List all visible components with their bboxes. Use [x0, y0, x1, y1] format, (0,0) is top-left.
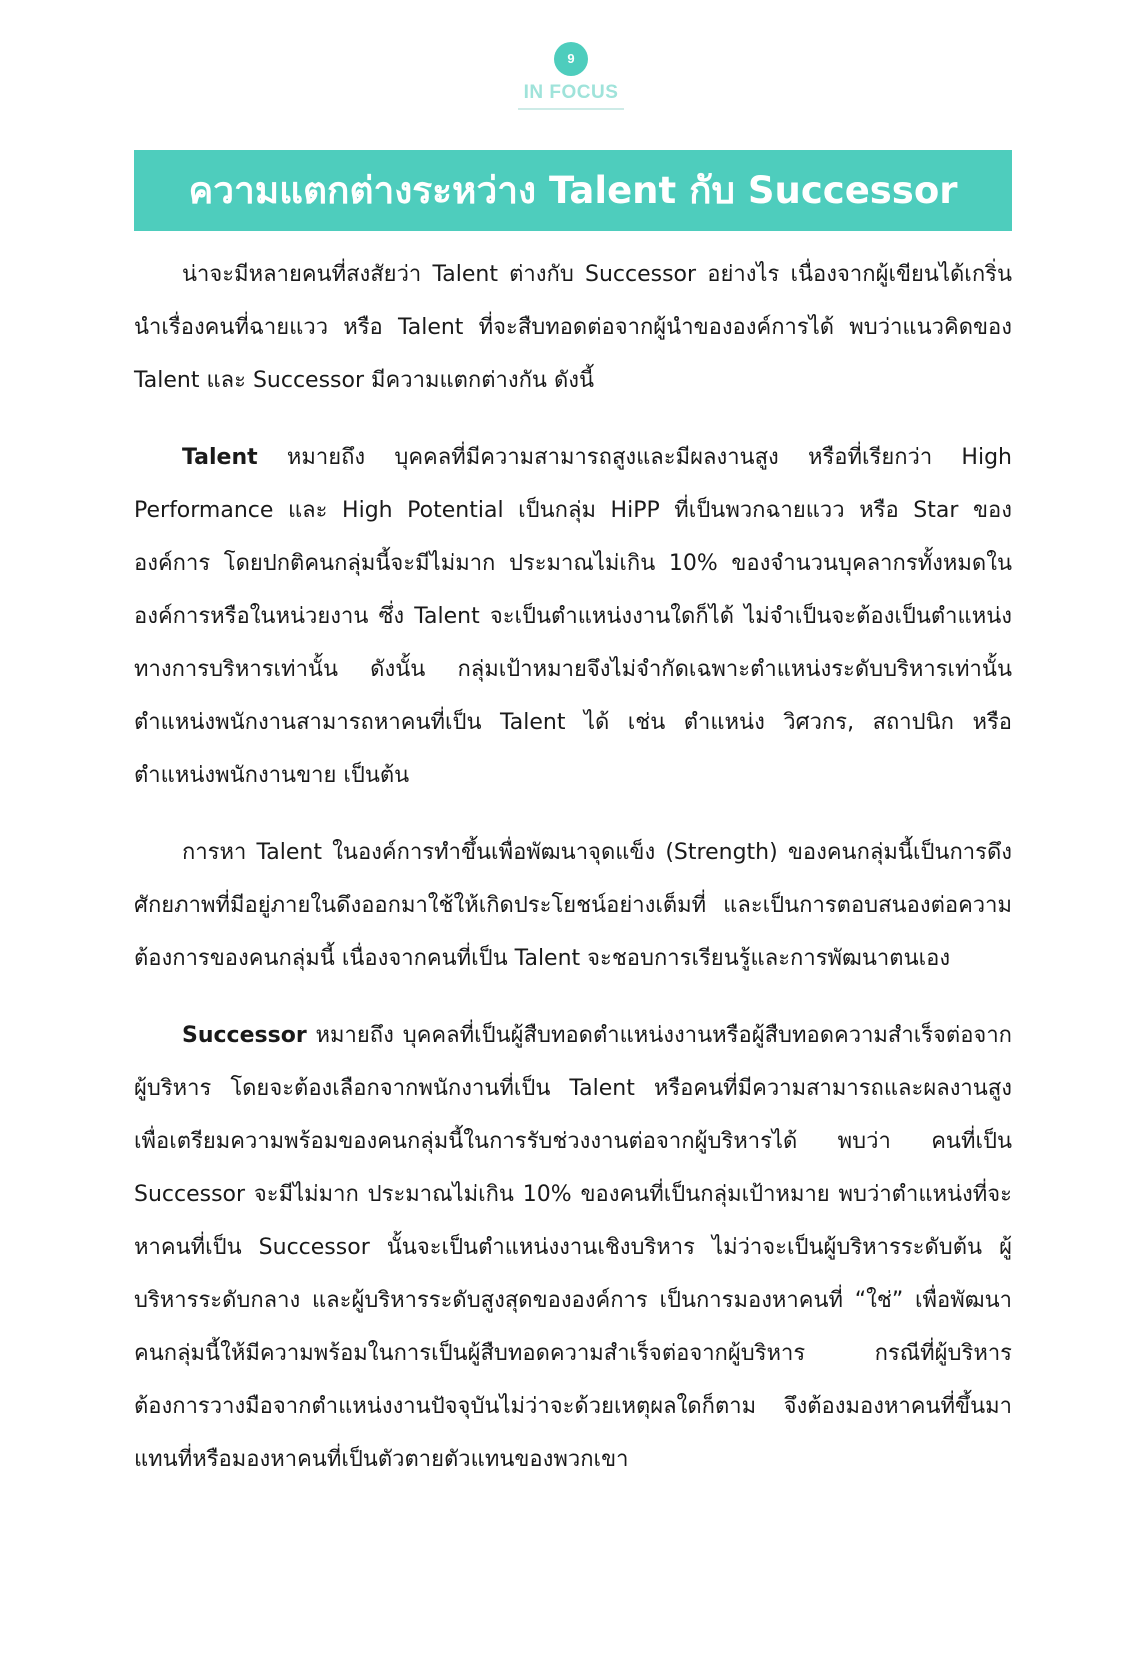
paragraph-text: การหา Talent ในองค์การทำขึ้นเพื่อพัฒนาจุดแข็ง (Strength) ของคนกลุ่มนี้เป็นการดึงศักยภาพที่มีอยู่ภายในดึงออกมาใช้ให้เกิดประโยชน์อย่างเต็มที่ และเป็นการตอบสนองต่อความต้องการของคนกลุ่มนี้ เนื่องจากคนที่เป็น Talent จะชอบการเรียนรู้และการพัฒนาตนเอง: [134, 840, 1012, 971]
article-body: [134, 248, 1012, 1510]
paragraph-text: น่าจะมีหลายคนที่สงสัยว่า Talent ต่างกับ Successor อย่างไร เนื่องจากผู้เขียนได้เกริ่นนำเรื่องคนที่ฉายแวว หรือ Talent ที่จะสืบทอดต่อจากผู้นำขององค์การได้ พบว่าแนวคิดของ Talent และ Successor มีความแตกต่างกัน ดังนี้: [134, 262, 1012, 393]
paragraph-successor-definition: [134, 1009, 1012, 1486]
paragraph-lead: Talent: [182, 445, 258, 470]
page-header: [0, 42, 1142, 110]
page-number-badge: 9: [554, 42, 588, 76]
paragraph-talent-purpose: [134, 826, 1012, 985]
paragraph-lead: Successor: [182, 1023, 307, 1048]
paragraph-text: หมายถึง บุคคลที่เป็นผู้สืบทอดตำแหน่งงานหรือผู้สืบทอดความสำเร็จต่อจากผู้บริหาร โดยจะต้องเลือกจากพนักงานที่เป็น Talent หรือคนที่มีความสามารถและผลงานสูง เพื่อเตรียมความพร้อมของคนกลุ่มนี้ในการรับช่วงงานต่อจากผู้บริหารได้ พบว่า คนที่เป็น Successor จะมีไม่มาก ประมาณไม่เกิน 10% ของคนที่เป็นกลุ่มเป้าหมาย พบว่าตำแหน่งที่จะหาคนที่เป็น Successor นั้นจะเป็นตำแหน่งงานเชิงบริหาร ไม่ว่าจะเป็นผู้บริหารระดับต้น ผู้บริหารระดับกลาง และผู้บริหารระดับสูงสุดขององค์การ เป็นการมองหาคนที่ “ใช่” เพื่อพัฒนาคนกลุ่มนี้ให้มีความพร้อมในการเป็นผู้สืบทอดความสำเร็จต่อจากผู้บริหาร กรณีที่ผู้บริหารต้องการวางมือจากตำแหน่งงานปัจจุบันไม่ว่าจะด้วยเหตุผลใดก็ตาม จึงต้องมองหาคนที่ขึ้นมาแทนที่หรือมองหาคนที่เป็นตัวตายตัวแทนของพวกเขา: [134, 1023, 1012, 1472]
paragraph-intro: [134, 248, 1012, 407]
paragraph-talent-definition: [134, 431, 1012, 802]
section-label: IN FOCUS: [518, 82, 625, 110]
paragraph-text: หมายถึง บุคคลที่มีความสามารถสูงและมีผลงานสูง หรือที่เรียกว่า High Performance และ High Potential เป็นกลุ่ม HiPP ที่เป็นพวกฉายแวว หรือ Star ขององค์การ โดยปกติคนกลุ่มนี้จะมีไม่มาก ประมาณไม่เกิน 10% ของจำนวนบุคลากรทั้งหมดในองค์การหรือในหน่วยงาน ซึ่ง Talent จะเป็นตำแหน่งงานใดก็ได้ ไม่จำเป็นจะต้องเป็นตำแหน่งทางการบริหารเท่านั้น ดังนั้น กลุ่มเป้าหมายจึงไม่จำกัดเฉพาะตำแหน่งระดับบริหารเท่านั้น ตำแหน่งพนักงานสามารถหาคนที่เป็น Talent ได้ เช่น ตำแหน่ง วิศวกร, สถาปนิก หรือตำแหน่งพนักงานขาย เป็นต้น: [134, 445, 1012, 788]
article-title: ความแตกต่างระหว่าง Talent กับ Successor: [134, 150, 1012, 231]
